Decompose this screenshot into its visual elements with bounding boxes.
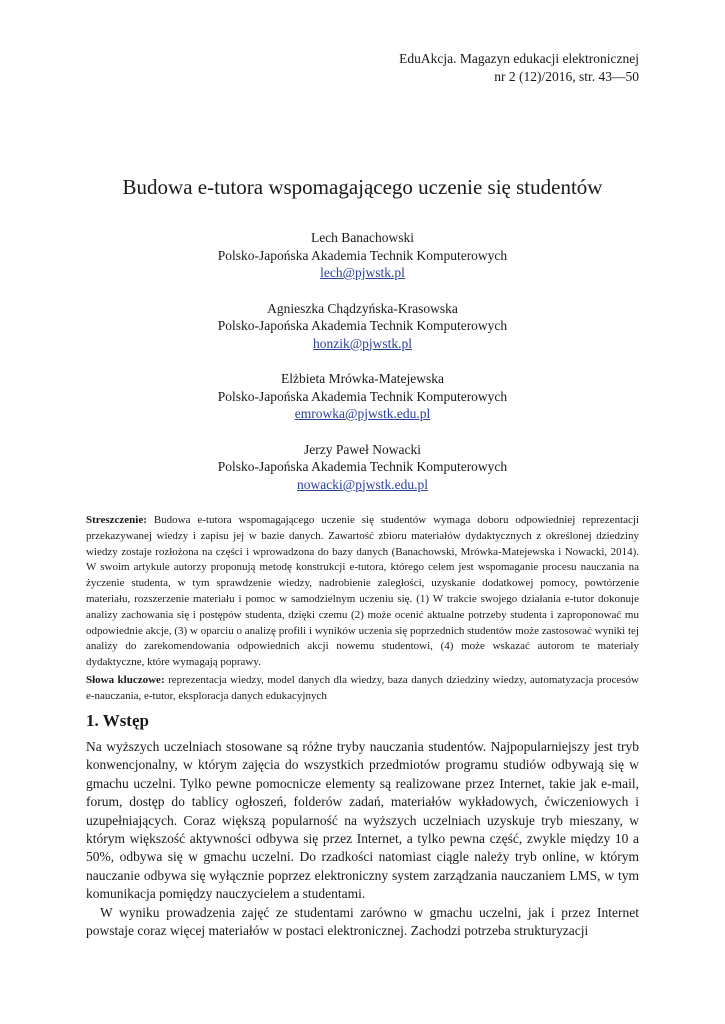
author-name: Lech Banachowski <box>310 230 415 245</box>
author-block <box>0 229 725 282</box>
author-email-link[interactable]: emrowka@pjwstk.edu.pl <box>294 406 431 421</box>
abstract <box>86 513 639 671</box>
section-heading: 1. Wstęp <box>86 711 149 730</box>
author-block <box>0 370 725 423</box>
abstract-text: Budowa e-tutora wspomagającego uczenie się studentów wymaga doboru odpowiedniej reprezentacji przekazywanej wiedzy i zapisu jej w bazie danych. Zawartość zbioru materiałów dydaktycznych z określonej dziedziny wiedzy zostaje rozłożona na części i wprowadzona do bazy danych (Banachowski, Mrówka-Matejewska i Nowacki, 2014). W swoim artykule autorzy proponują metodę konstrukcji e-tutora, którego celem jest wspomaganie procesu nauczania na życzenie studenta, w tym sprawdzenie wiedzy, nadrobienie zaległości, uzyskanie dodatkowej pomocy, powtórzenie materiału, rozszerzenie materiału i pomoc w samodzielnym uczeniu się. (1) W trakcie swojego działania e-tutor dokonuje analizy zachowania się i postępów studenta, dzięki czemu (2) może ocenić aktualne potrzeby studenta i zaproponować mu odpowiednie akcje, (3) w oparciu o analizę profili i wyników uczenia się poprzednich studentów może zastosować wyniki tej analizy do zarekomendowania odpowiednich akcji nowemu studentowi, (4) może wskazać autorom te materiały dydaktyczne, które wymagają poprawy. <box>86 514 639 669</box>
paper-title: Budowa e-tutora wspomagającego uczenie się studentów <box>122 175 603 199</box>
journal-header <box>399 50 639 86</box>
keywords-label: Słowa kluczowe: <box>86 674 165 686</box>
body-paragraph: Na wyższych uczelniach stosowane są różne tryby nauczania studentów. Najpopularniejszy jest tryb konwencjonalny, w którym zajęcia do wszystkich przedmiotów programu studiów odbywają się w gmachu uczelni. Tylko pewne pomocnicze elementy są realizowane przez Internet, takie jak e-mail, forum, dostęp do tablicy ogłoszeń, folderów zadań, materiałów wykładowych, ćwiczeniowych i uzupełniających. Coraz większą popularność na wyższych uczelniach uzyskuje tryb mieszany, w którym większość aktywności odbywa się przez Internet, a tylko pewna część, zwykle między 10 a 50%, odbywa się w gmachu uczelni. Do rzadkości natomiast ciągle należy tryb online, w którym nauczanie odbywa się wyłącznie poprzez elektroniczny system zarządzania nauczaniem LMS, w tym komunikacja pomiędzy nauczycielem a studentami. <box>86 739 639 902</box>
author-name: Agnieszka Chądzyńska-Krasowska <box>267 300 458 316</box>
author-email-link[interactable]: lech@pjwstk.pl <box>320 265 405 280</box>
author-affiliation: Polsko-Japońska Akademia Technik Komputerowych <box>217 388 508 404</box>
author-email-link[interactable]: nowacki@pjwstk.edu.pl <box>297 476 428 492</box>
author-affiliation: Polsko-Japońska Akademia Technik Komputerowych <box>217 459 508 474</box>
author-block <box>0 300 725 353</box>
keywords <box>86 673 639 705</box>
keywords-text: reprezentacja wiedzy, model danych dla wiedzy, baza danych dziedziny wiedzy, automatyzacja procesów e-nauczania, e-tutor, eksploracja danych edukacyjnych <box>86 674 639 702</box>
section-body <box>86 738 639 940</box>
author-name: Jerzy Paweł Nowacki <box>304 441 421 457</box>
author-email-link[interactable]: honzik@pjwstk.pl <box>312 335 413 351</box>
journal-issue: nr 2 (12)/2016, str. 43—50 <box>494 69 639 84</box>
body-paragraph: W wyniku prowadzenia zajęć ze studentami zarówno w gmachu uczelni, jak i przez Internet powstaje coraz więcej materiałów w postaci elektronicznej. Zachodzi potrzeba strukturyzacji <box>86 904 639 939</box>
author-name: Elżbieta Mrówka-Matejewska <box>280 371 445 386</box>
abstract-label: Streszczenie: <box>86 514 147 526</box>
author-list <box>0 229 725 511</box>
journal-name: EduAkcja. Magazyn edukacji elektronicznej <box>399 51 639 66</box>
author-affiliation: Polsko-Japońska Akademia Technik Komputerowych <box>217 247 508 263</box>
author-block <box>0 441 725 494</box>
author-affiliation: Polsko-Japońska Akademia Technik Komputerowych <box>217 318 508 333</box>
